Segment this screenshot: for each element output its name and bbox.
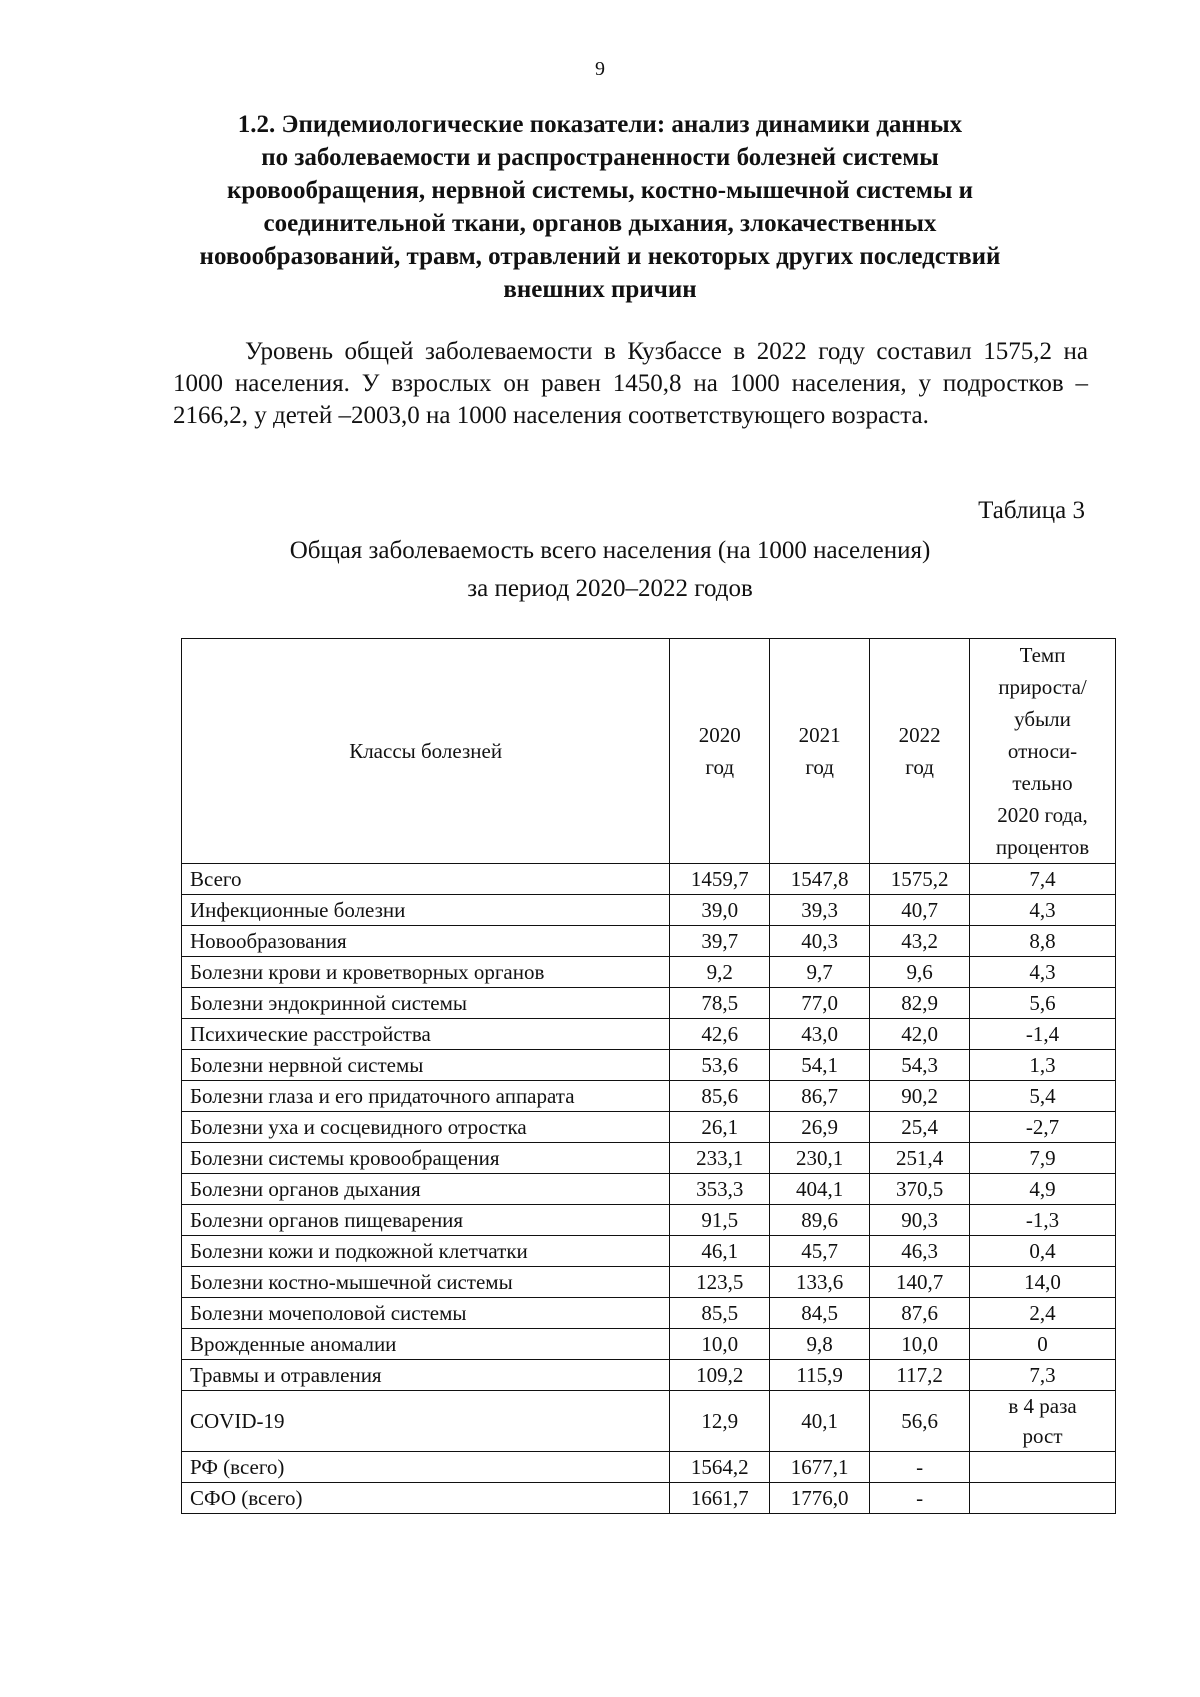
value-cell-2020: 9,2 xyxy=(670,957,770,988)
table-row xyxy=(182,1483,1116,1514)
header-year-2020 xyxy=(670,639,770,864)
table-row xyxy=(182,1298,1116,1329)
value-cell-2021: 89,6 xyxy=(770,1205,870,1236)
growth-rate-cell: 7,4 xyxy=(970,864,1116,895)
header-line: год xyxy=(705,755,735,779)
table-row xyxy=(182,1143,1116,1174)
disease-class-cell: Болезни мочеполовой системы xyxy=(182,1298,670,1329)
value-cell-2020: 123,5 xyxy=(670,1267,770,1298)
value-cell-2021: 40,1 xyxy=(770,1391,870,1452)
disease-class-cell: Всего xyxy=(182,864,670,895)
header-line: 2020 xyxy=(698,723,741,747)
disease-class-cell: Болезни крови и кроветворных органов xyxy=(182,957,670,988)
value-cell-2022: 90,2 xyxy=(870,1081,970,1112)
value-cell-2021: 1776,0 xyxy=(770,1483,870,1514)
value-cell-2021: 115,9 xyxy=(770,1360,870,1391)
value-cell-2021: 1677,1 xyxy=(770,1452,870,1483)
value-cell-2020: 46,1 xyxy=(670,1236,770,1267)
value-cell-2022: 251,4 xyxy=(870,1143,970,1174)
growth-rate-cell: 4,3 xyxy=(970,895,1116,926)
table-row xyxy=(182,1081,1116,1112)
table-row xyxy=(182,1174,1116,1205)
growth-rate-cell: 1,3 xyxy=(970,1050,1116,1081)
value-cell-2022: 90,3 xyxy=(870,1205,970,1236)
value-cell-2022: 46,3 xyxy=(870,1236,970,1267)
table-row xyxy=(182,1236,1116,1267)
table-body xyxy=(182,864,1116,1514)
body-paragraph: Уровень общей заболеваемости в Кузбассе в 2022 году составил 1575,2 на 1000 населения. У взрослых он равен 1450,8 на 1000 населения, у подростков – 2166,2, у детей –2003,0 на 1000 населения соответствующего возраста. xyxy=(173,338,1088,429)
page-number: 9 xyxy=(595,58,605,80)
growth-rate-cell: 7,9 xyxy=(970,1143,1116,1174)
morbidity-table xyxy=(181,638,1116,1514)
disease-class-cell: Болезни эндокринной системы xyxy=(182,988,670,1019)
disease-class-cell: Болезни кожи и подкожной клетчатки xyxy=(182,1236,670,1267)
value-cell-2020: 12,9 xyxy=(670,1391,770,1452)
value-cell-2022: 56,6 xyxy=(870,1391,970,1452)
disease-class-cell: Болезни органов дыхания xyxy=(182,1174,670,1205)
growth-rate-cell: 4,3 xyxy=(970,957,1116,988)
value-cell-2021: 43,0 xyxy=(770,1019,870,1050)
disease-class-cell: Психические расстройства xyxy=(182,1019,670,1050)
disease-class-cell: Болезни глаза и его придаточного аппарата xyxy=(182,1081,670,1112)
table-row xyxy=(182,1112,1116,1143)
disease-class-cell: Болезни уха и сосцевидного отростка xyxy=(182,1112,670,1143)
growth-rate-cell: 4,9 xyxy=(970,1174,1116,1205)
value-cell-2020: 1459,7 xyxy=(670,864,770,895)
value-cell-2020: 42,6 xyxy=(670,1019,770,1050)
value-cell-2020: 39,7 xyxy=(670,926,770,957)
table-row xyxy=(182,895,1116,926)
disease-class-cell: Новообразования xyxy=(182,926,670,957)
header-line: 2020 года, xyxy=(997,803,1088,827)
value-cell-2021: 86,7 xyxy=(770,1081,870,1112)
table-title-line: за период 2020–2022 годов xyxy=(467,575,753,602)
table-row xyxy=(182,1267,1116,1298)
table-row xyxy=(182,1452,1116,1483)
value-cell-2020: 1661,7 xyxy=(670,1483,770,1514)
heading-line: кровообращения, нервной системы, костно-мышечной системы и xyxy=(226,177,974,204)
table-row xyxy=(182,1205,1116,1236)
value-cell-2021: 404,1 xyxy=(770,1174,870,1205)
header-line: 2022 xyxy=(898,723,941,747)
value-cell-2020: 109,2 xyxy=(670,1360,770,1391)
header-line: год xyxy=(905,755,934,779)
header-line: Классы болезней xyxy=(349,739,503,763)
value-cell-2021: 84,5 xyxy=(770,1298,870,1329)
disease-class-cell: Болезни системы кровообращения xyxy=(182,1143,670,1174)
growth-rate-cell: 0 xyxy=(970,1329,1116,1360)
disease-class-cell: Болезни органов пищеварения xyxy=(182,1205,670,1236)
disease-class-cell: COVID-19 xyxy=(182,1391,670,1452)
disease-class-cell: Инфекционные болезни xyxy=(182,895,670,926)
heading-line: 1.2. Эпидемиологические показатели: анализ динамики данных xyxy=(237,111,963,138)
table-row xyxy=(182,1329,1116,1360)
value-cell-2021: 54,1 xyxy=(770,1050,870,1081)
growth-rate-line: рост xyxy=(1022,1424,1063,1448)
table-row xyxy=(182,1360,1116,1391)
value-cell-2021: 40,3 xyxy=(770,926,870,957)
table-row xyxy=(182,988,1116,1019)
disease-class-cell: Врожденные аномалии xyxy=(182,1329,670,1360)
value-cell-2022: 54,3 xyxy=(870,1050,970,1081)
value-cell-2020: 26,1 xyxy=(670,1112,770,1143)
disease-class-cell: РФ (всего) xyxy=(182,1452,670,1483)
header-growth-rate xyxy=(970,639,1116,864)
value-cell-2020: 85,6 xyxy=(670,1081,770,1112)
value-cell-2022: 1575,2 xyxy=(870,864,970,895)
value-cell-2020: 39,0 xyxy=(670,895,770,926)
growth-rate-cell: -1,4 xyxy=(970,1019,1116,1050)
table-row xyxy=(182,1391,1116,1452)
section-heading xyxy=(160,108,1040,306)
value-cell-2020: 353,3 xyxy=(670,1174,770,1205)
disease-class-cell: Болезни нервной системы xyxy=(182,1050,670,1081)
value-cell-2022: 42,0 xyxy=(870,1019,970,1050)
value-cell-2022: 117,2 xyxy=(870,1360,970,1391)
header-year-2022 xyxy=(870,639,970,864)
value-cell-2021: 133,6 xyxy=(770,1267,870,1298)
heading-line: соединительной ткани, органов дыхания, злокачественных xyxy=(263,210,937,237)
header-line: 2021 xyxy=(798,723,841,747)
value-cell-2022: 25,4 xyxy=(870,1112,970,1143)
value-cell-2022: - xyxy=(870,1452,970,1483)
table-row xyxy=(182,1019,1116,1050)
header-line: прироста/ xyxy=(998,675,1087,699)
value-cell-2021: 77,0 xyxy=(770,988,870,1019)
growth-rate-cell: -1,3 xyxy=(970,1205,1116,1236)
value-cell-2022: - xyxy=(870,1483,970,1514)
header-line: Темп xyxy=(1019,643,1066,667)
header-line: убыли xyxy=(1014,707,1071,731)
growth-rate-cell xyxy=(970,1452,1116,1483)
heading-line: внешних причин xyxy=(503,276,697,303)
growth-rate-cell: 5,6 xyxy=(970,988,1116,1019)
table-label: Таблица 3 xyxy=(978,497,1085,524)
heading-line: по заболеваемости и распространенности болезней системы xyxy=(261,144,939,171)
heading-line: новообразований, травм, отравлений и некоторых других последствий xyxy=(199,243,1001,270)
disease-class-cell: СФО (всего) xyxy=(182,1483,670,1514)
value-cell-2020: 91,5 xyxy=(670,1205,770,1236)
table-title-line: Общая заболеваемость всего населения (на 1000 населения) xyxy=(289,537,931,564)
growth-rate-cell xyxy=(970,1483,1116,1514)
value-cell-2020: 233,1 xyxy=(670,1143,770,1174)
table-header-row xyxy=(182,639,1116,864)
growth-rate-cell: -2,7 xyxy=(970,1112,1116,1143)
value-cell-2022: 82,9 xyxy=(870,988,970,1019)
growth-rate-line: в 4 раза xyxy=(1008,1394,1077,1418)
header-line: год xyxy=(805,755,834,779)
value-cell-2020: 1564,2 xyxy=(670,1452,770,1483)
growth-rate-cell: 5,4 xyxy=(970,1081,1116,1112)
growth-rate-cell: 7,3 xyxy=(970,1360,1116,1391)
header-year-2021 xyxy=(770,639,870,864)
value-cell-2022: 43,2 xyxy=(870,926,970,957)
value-cell-2020: 78,5 xyxy=(670,988,770,1019)
value-cell-2022: 370,5 xyxy=(870,1174,970,1205)
growth-rate-cell: 0,4 xyxy=(970,1236,1116,1267)
table-title xyxy=(160,532,1060,608)
table-row xyxy=(182,926,1116,957)
value-cell-2021: 9,8 xyxy=(770,1329,870,1360)
value-cell-2022: 87,6 xyxy=(870,1298,970,1329)
growth-rate-cell: 2,4 xyxy=(970,1298,1116,1329)
table-row xyxy=(182,1050,1116,1081)
value-cell-2021: 45,7 xyxy=(770,1236,870,1267)
value-cell-2022: 140,7 xyxy=(870,1267,970,1298)
header-line: относи- xyxy=(1007,739,1078,763)
header-line: тельно xyxy=(1012,771,1073,795)
table-row xyxy=(182,957,1116,988)
header-disease-classes xyxy=(182,639,670,864)
table-row xyxy=(182,864,1116,895)
value-cell-2022: 40,7 xyxy=(870,895,970,926)
value-cell-2021: 26,9 xyxy=(770,1112,870,1143)
value-cell-2021: 9,7 xyxy=(770,957,870,988)
value-cell-2020: 85,5 xyxy=(670,1298,770,1329)
value-cell-2020: 10,0 xyxy=(670,1329,770,1360)
value-cell-2021: 230,1 xyxy=(770,1143,870,1174)
value-cell-2022: 9,6 xyxy=(870,957,970,988)
value-cell-2021: 39,3 xyxy=(770,895,870,926)
disease-class-cell: Болезни костно-мышечной системы xyxy=(182,1267,670,1298)
growth-rate-cell: 8,8 xyxy=(970,926,1116,957)
header-line: процентов xyxy=(995,835,1090,859)
value-cell-2021: 1547,8 xyxy=(770,864,870,895)
value-cell-2022: 10,0 xyxy=(870,1329,970,1360)
disease-class-cell: Травмы и отравления xyxy=(182,1360,670,1391)
growth-rate-cell xyxy=(970,1391,1116,1452)
value-cell-2020: 53,6 xyxy=(670,1050,770,1081)
growth-rate-cell: 14,0 xyxy=(970,1267,1116,1298)
